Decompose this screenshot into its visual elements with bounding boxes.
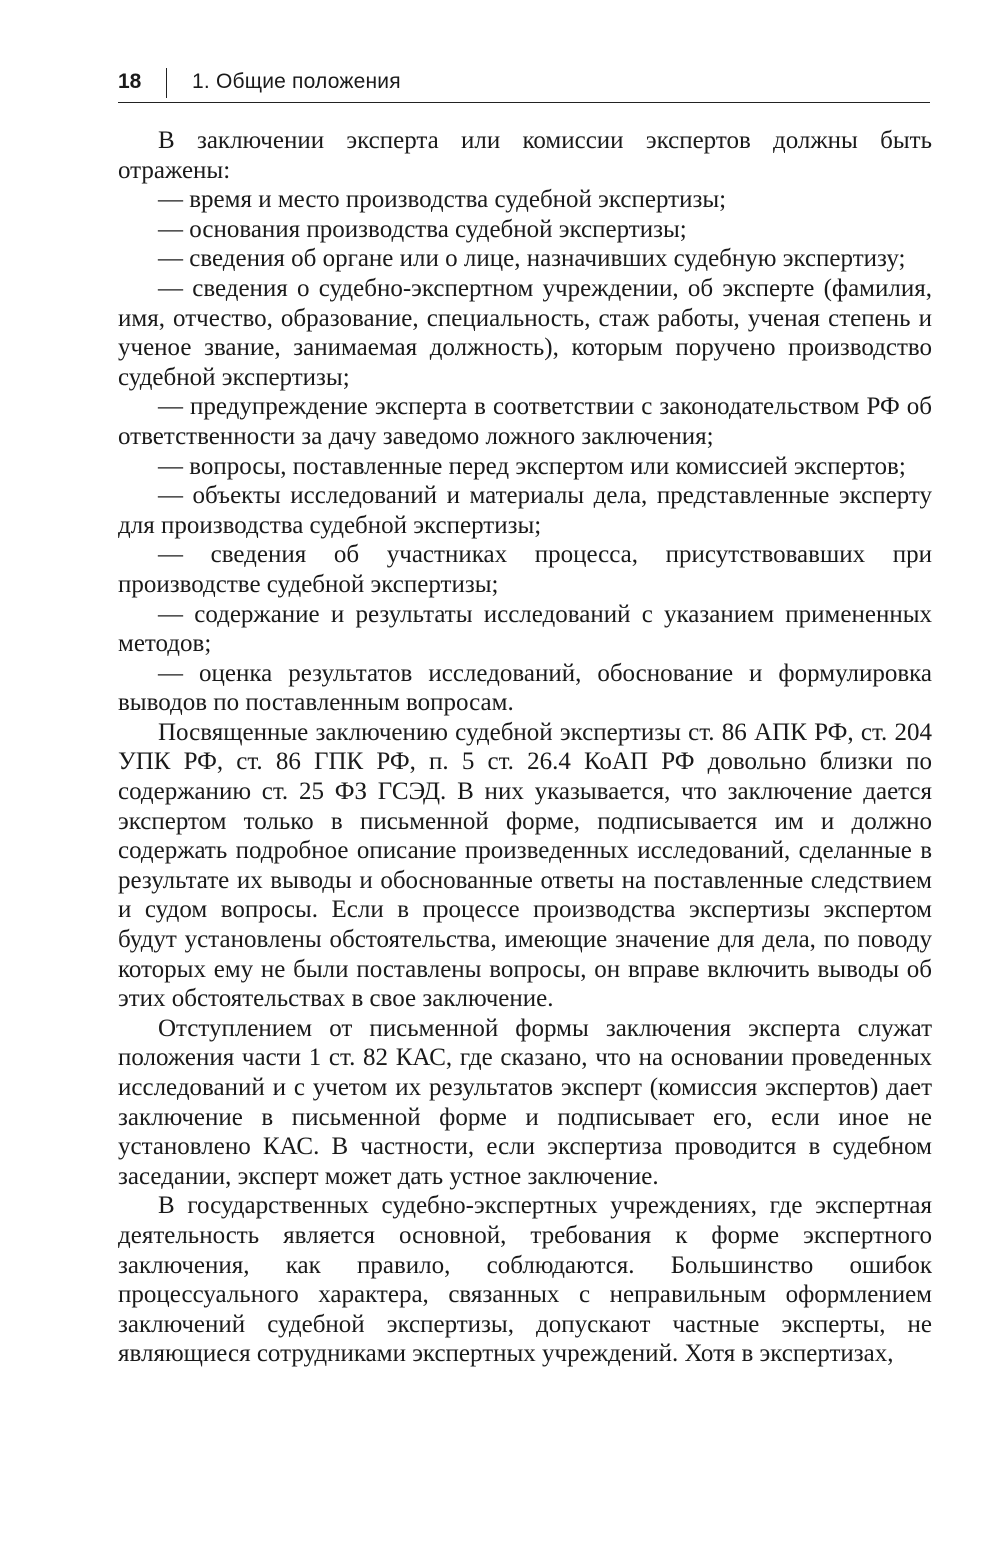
list-item: — объекты исследований и материалы дела, представленные эксперту для производства судебной экспертизы; [118,482,932,539]
list-item: — содержание и результаты исследований с указанием примененных методов; [118,600,932,658]
paragraph: Посвященные заключению судебной экспертизы ст. 86 АПК РФ, ст. 204 УПК РФ, ст. 86 ГПК РФ, п. 5 ст. 26.4 КоАП РФ довольно близки по содержанию ст. 25 ФЗ ГСЭД. В них указывается, что заключение дается экспертом только в письменной форме, подписывается им и должно содержать подробное описание произведенных исследований, сделанные в результате их выводы и обоснованные ответы на поставленные следствием и судом вопросы. Если в процессе производства экспертизы экспертом будут установлены обстоятельства, имеющие значение для дела, по поводу которых ему не были поставлены вопросы, он вправе включить выводы об этих обстоятельствах в свое заключение. [118,718,932,1013]
paragraph-intro: В заключении эксперта или комиссии экспертов должны быть отражены: [118,127,932,184]
list-item: — сведения об органе или о лице, назначивших судебную экспертизу; [158,245,906,273]
running-head [118,62,930,103]
body-text [118,126,932,1369]
page-number: 18 [118,70,142,93]
list-item: — основания производства судебной экспертизы; [158,215,687,243]
list-item: — сведения об участниках процесса, присутствовавших при производстве судебной экспертизы; [118,541,932,598]
header-divider [166,68,167,98]
paragraph: В государственных судебно-экспертных учреждениях, где экспертная деятельность является основной, требования к форме экспертного заключения, как правило, соблюдаются. Большинство ошибок процессуального характера, связанных с неправильным оформлением заключений судебной экспертизы, допускают частные эксперты, не являющиеся сотрудниками экспертных учреждений. Хотя в экспертизах, [118,1192,932,1368]
list-item: — вопросы, поставленные перед экспертом или комиссией экспертов; [158,452,906,480]
list-item: — предупреждение эксперта в соответствии с законодательством РФ об ответственности за дачу заведомо ложного заключения; [118,393,932,450]
list-item: — время и место производства судебной экспертизы; [158,186,727,214]
list-item: — сведения о судебно-экспертном учреждении, об эксперте (фамилия, имя, отчество, образование, специальность, стаж работы, ученая степень и ученое звание, занимаемая должность), которым поручено производство судебной экспертизы; [118,274,932,391]
list-item: — оценка результатов исследований, обоснование и формулировка выводов по поставленным вопросам. [118,659,932,717]
paragraph: Отступлением от письменной формы заключения эксперта служат положения части 1 ст. 82 КАС, где сказано, что на основании проведенных исследований и с учетом их результатов эксперт (комиссия экспертов) дает заключение в письменной форме и подписывает его, если иное не установлено КАС. В частности, если экспертиза проводится в судебном заседании, эксперт может дать устное заключение. [118,1014,932,1190]
chapter-title: 1. Общие положения [192,70,401,93]
